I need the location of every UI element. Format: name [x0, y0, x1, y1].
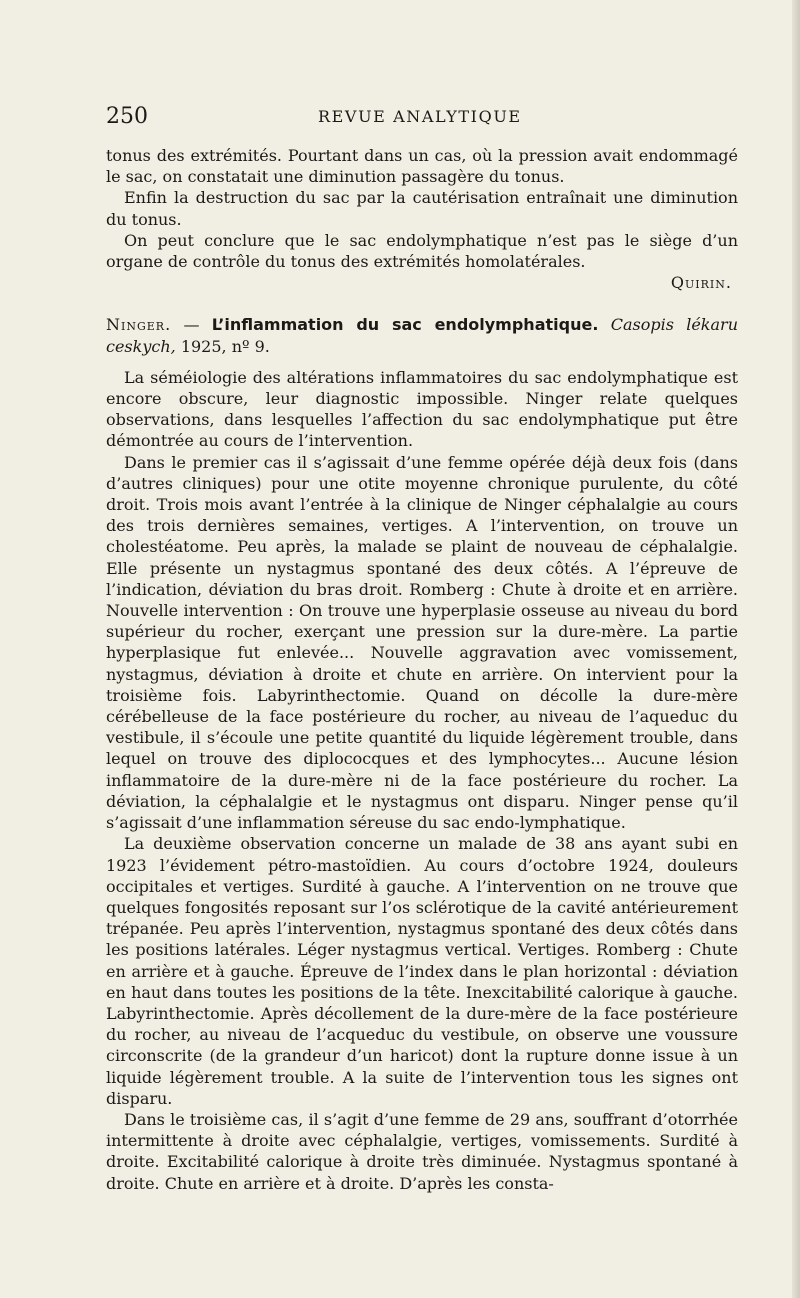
entry-author: Ninger. [106, 315, 172, 335]
paragraph: Dans le troisième cas, il s’agit d’une femme de 29 ans, souffrant d’otorrhée intermittente à droite avec céphalalgie, vertiges, vomissements. Surdité à droite. Excitabilité calorique à droite très diminuée. Nystagmus spontané à droite. Chute en arrière et à droite. D’après les consta- [106, 1109, 738, 1193]
running-head [106, 104, 738, 130]
paragraph: Dans le premier cas il s’agissait d’une femme opérée déjà deux fois (dans d’autres cliniques) pour une otite moyenne chronique purulente, du côté droit. Trois mois avant l’entrée à la clinique de Ninger céphalalgie au cours des trois dernières semaines, vertiges. A l’intervention, on trouve un cholestéatome. Peu après, la malade se plaint de nouveau de céphalalgie. Elle présente un nystagmus spontané des deux côtés. A l’épreuve de l’indication, déviation du bras droit. Romberg : Chute à droite et en arrière. Nouvelle intervention : On trouve une hyperplasie osseuse au niveau du bord supérieur du rocher, exerçant une pression sur la dure-mère. La partie hyperplasique fut enlevée... Nouvelle aggravation avec vomissement, nystagmus, déviation à droite et chute en arrière. On intervient pour la troisième fois. Labyrinthectomie. Quand on décolle la dure-mère cérébelleuse de la face postérieure du rocher, au niveau de l’aqueduc du vestibule, il s’écoule une petite quantité du liquide légèrement trouble, dans lequel on trouve des diplococques et des lymphocytes... Aucune lésion inflammatoire de la dure-mère ni de la face postérieure du rocher. La déviation, la céphalalgie et le nystagmus ont disparu. Ninger pense qu’il s’agissait d’une inflammation séreuse du sac endo-lymphatique. [106, 452, 738, 833]
entry-journal: Casopis lékaru ceskych, [106, 315, 738, 356]
paragraph: On peut conclure que le sac endolymphatique n’est pas le siège d’un organe de contrôle du tonus des extrémités homolatérales. [106, 230, 738, 272]
entry-separator: — [171, 315, 212, 335]
reviewer-signature: Quirin. [670, 273, 732, 293]
text-block [106, 145, 738, 1194]
journal-title: REVUE ANALYTIQUE [318, 107, 522, 126]
bibliographic-entry [106, 314, 738, 356]
paragraph: tonus des extrémités. Pourtant dans un cas, où la pression avait endommagé le sac, on constatait une diminution passagère du tonus. [106, 146, 738, 187]
entry-article-title: L’inflammation du sac endolymphatique. [211, 315, 599, 335]
paragraph: La séméiologie des altérations inflammatoires du sac endolymphatique est encore obscure, leur diagnostic impossible. Ninger relate quelques observations, dans lesquelles l’affection du sac endolymphatique put être démontrée au cours de l’intervention. [106, 367, 738, 451]
paragraph: Enfin la destruction du sac par la cautérisation entraînait une diminution du tonus. [106, 188, 738, 229]
page-number: 250 [106, 104, 148, 129]
entry-spacing [106, 357, 738, 367]
entry-citation: 1925, nº 9. [175, 336, 270, 356]
page-edge-shadow [792, 0, 800, 1298]
paragraph: La deuxième observation concerne un malade de 38 ans ayant subi en 1923 l’évidement pétro-mastoïdien. Au cours d’octobre 1924, douleurs occipitales et vertiges. Surdité à gauche. A l’intervention on ne trouve que quelques fongosités reposant sur l’os sclérotique de la cavité antérieurement trépanée. Peu après l’intervention, nystagmus spontané des deux côtés dans les positions latérales. Léger nystagmus vertical. Vertiges. Romberg : Chute en arrière et à gauche. Épreuve de l’index dans le plan horizontal : déviation en haut dans toutes les positions de la tête. Inexcitabilité calorique à gauche. Labyrinthectomie. Après décollement de la dure-mère de la face postérieure du rocher, au niveau de l’acqueduc du vestibule, on observe une voussure circonscrite (de la grandeur d’un haricot) dont la rupture donne issue à un liquide légèrement trouble. A la suite de l’intervention tous les signes ont disparu. [106, 834, 738, 1108]
section-gap [106, 293, 738, 314]
